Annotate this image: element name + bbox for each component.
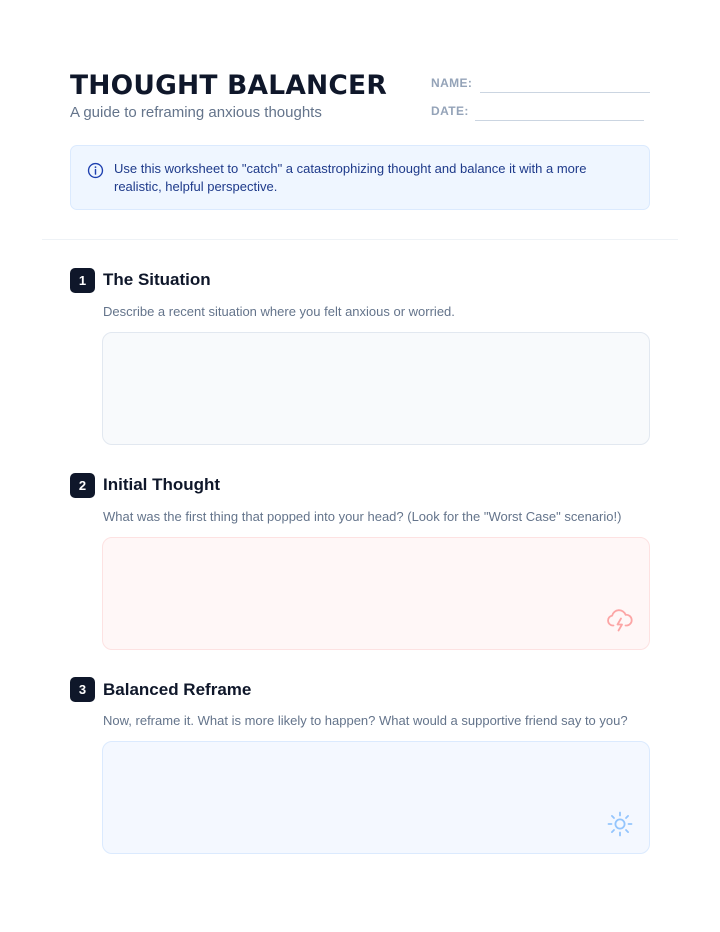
name-field[interactable]	[480, 92, 650, 93]
storm-cloud-icon	[605, 605, 635, 635]
name-label: NAME:	[431, 76, 473, 90]
date-field[interactable]	[475, 120, 644, 121]
step-number-3: 3	[70, 677, 95, 702]
balanced-reframe-input-box[interactable]	[102, 741, 650, 854]
step-number-1: 1	[70, 268, 95, 293]
sun-icon	[605, 809, 635, 839]
situation-input-box[interactable]	[102, 332, 650, 445]
section-description-balanced-reframe: Now, reframe it. What is more likely to happen? What would a supportive friend say to you?	[103, 713, 628, 728]
info-callout	[70, 145, 650, 210]
page-subtitle: A guide to reframing anxious thoughts	[70, 104, 322, 121]
section-divider	[42, 239, 678, 240]
section-title-initial-thought: Initial Thought	[103, 475, 221, 494]
date-label: DATE:	[431, 104, 469, 118]
info-icon	[87, 162, 104, 179]
section-title-balanced-reframe: Balanced Reframe	[103, 680, 252, 699]
section-title-situation: The Situation	[103, 270, 211, 289]
step-number-2: 2	[70, 473, 95, 498]
section-description-situation: Describe a recent situation where you felt anxious or worried.	[103, 304, 455, 319]
initial-thought-input-box[interactable]	[102, 537, 650, 650]
section-description-initial-thought: What was the first thing that popped into your head? (Look for the "Worst Case" scenario!)	[103, 509, 622, 524]
page-title: THOUGHT BALANCER	[70, 70, 387, 101]
info-text: Use this worksheet to "catch" a catastrophizing thought and balance it with a more realistic, helpful perspective.	[114, 161, 587, 194]
